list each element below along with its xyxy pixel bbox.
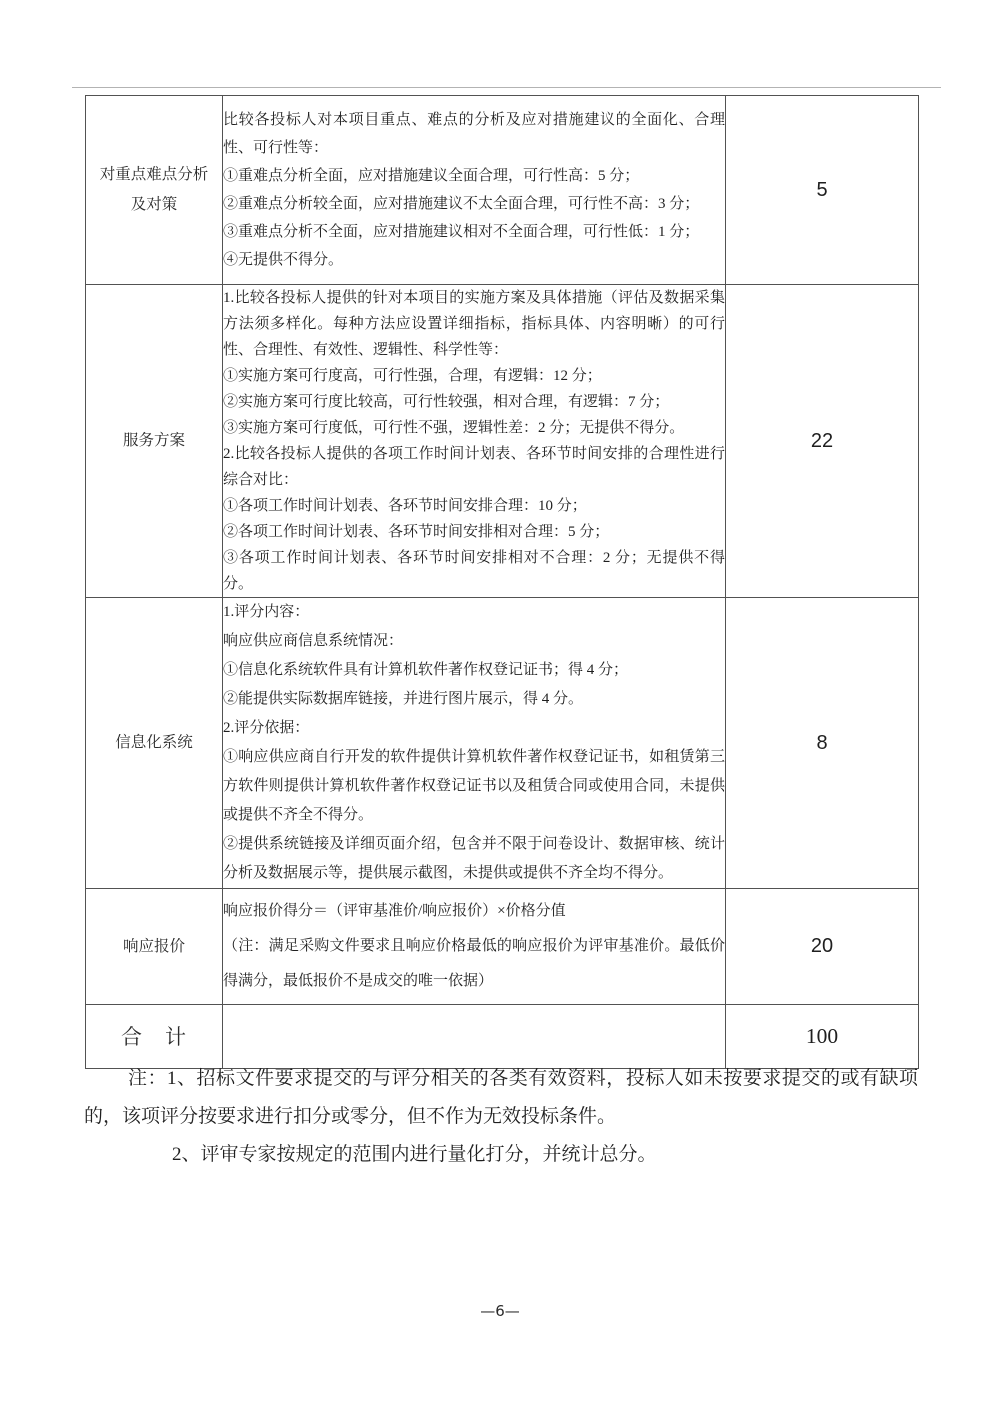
criterion-paragraph: ③实施方案可行度低，可行性不强，逻辑性差：2 分；无提供不得分。 bbox=[223, 420, 685, 436]
criterion-paragraph: ②能提供实际数据库链接，并进行图片展示，得 4 分。 bbox=[223, 691, 584, 707]
criterion-paragraph: ①重难点分析全面，应对措施建议全面合理，可行性高：5 分； bbox=[223, 168, 640, 184]
note-line-1: 注：1、招标文件要求提交的与评分相关的各类有效资料，投标人如未按要求提交的或有缺项的，该项评分按要求进行扣分或零分，但不作为无效投标条件。 bbox=[84, 1068, 918, 1127]
criterion-paragraph: ②提供系统链接及详细页面介绍，包含并不限于问卷设计、数据审核、统计分析及数据展示等，提供展示截图，未提供或提供不齐全均不得分。 bbox=[223, 836, 725, 881]
criterion-paragraph: ②各项工作时间计划表、各环节时间安排相对合理：5 分； bbox=[223, 524, 610, 540]
criterion-paragraph: ③重难点分析不全面，应对措施建议相对不全面合理，可行性低：1 分； bbox=[223, 224, 700, 240]
criterion-score-cell: 22 bbox=[726, 285, 919, 598]
criterion-paragraph: （注：满足采购文件要求且响应价格最低的响应报价为评审基准价。最低价得满分，最低报价不是成交的唯一依据） bbox=[223, 938, 725, 989]
criterion-paragraph: 2.评分依据： bbox=[223, 720, 310, 736]
notes-section bbox=[84, 1060, 918, 1174]
criterion-name-cell bbox=[86, 889, 223, 1005]
criterion-paragraph: ④无提供不得分。 bbox=[223, 252, 344, 268]
criterion-paragraph: 比较各投标人对本项目重点、难点的分析及应对措施建议的全面化、合理性、可行性等： bbox=[223, 112, 725, 156]
criterion-name-cell bbox=[86, 285, 223, 598]
criterion-paragraph: ①实施方案可行度高，可行性强，合理，有逻辑：12 分； bbox=[223, 368, 602, 384]
criterion-desc-cell bbox=[223, 889, 726, 1005]
total-row bbox=[86, 1005, 919, 1069]
criterion-paragraph: 响应供应商信息系统情况： bbox=[223, 633, 404, 649]
total-score-cell: 100 bbox=[726, 1005, 919, 1069]
criterion-score-cell: 20 bbox=[726, 889, 919, 1005]
table-row bbox=[86, 96, 919, 285]
table-row bbox=[86, 285, 919, 598]
criterion-paragraph: 1.比较各投标人提供的针对本项目的实施方案及具体措施（评估及数据采集方法须多样化。每种方法应设置详细指标，指标具体、内容明晰）的可行性、合理性、有效性、逻辑性、科学性等： bbox=[223, 290, 725, 358]
criterion-score-cell: 5 bbox=[726, 96, 919, 285]
total-empty-cell bbox=[223, 1005, 726, 1069]
criterion-name-line: 响应报价 bbox=[122, 937, 185, 955]
criterion-paragraph: 2.比较各投标人提供的各项工作时间计划表、各环节时间安排的合理性进行综合对比： bbox=[223, 446, 725, 488]
criterion-name-cell bbox=[86, 96, 223, 285]
page-number: —6— bbox=[480, 1302, 520, 1320]
criterion-paragraph: ①响应供应商自行开发的软件提供计算机软件著作权登记证书，如租赁第三方软件则提供计算机软件著作权登记证书以及租赁合同或使用合同，未提供或提供不齐全不得分。 bbox=[223, 749, 725, 823]
criterion-name-line: 信息化系统 bbox=[115, 734, 193, 751]
criterion-paragraph: ②重难点分析较全面，应对措施建议不太全面合理，可行性不高：3 分； bbox=[223, 196, 700, 212]
criterion-name-line: 及对策 bbox=[130, 196, 178, 213]
criterion-paragraph: ②实施方案可行度比较高，可行性较强，相对合理，有逻辑：7 分； bbox=[223, 394, 670, 410]
criterion-desc-cell bbox=[223, 285, 726, 598]
criterion-paragraph: ③各项工作时间计划表、各环节时间安排相对不合理：2 分；无提供不得分。 bbox=[223, 550, 725, 592]
criterion-paragraph: ①信息化系统软件具有计算机软件著作权登记证书；得 4 分； bbox=[223, 662, 629, 678]
total-label-cell: 合 计 bbox=[86, 1005, 223, 1069]
criterion-name-line: 服务方案 bbox=[122, 432, 185, 449]
note-line-2: 2、评审专家按规定的范围内进行量化打分，并统计总分。 bbox=[172, 1144, 657, 1165]
criterion-desc-cell bbox=[223, 96, 726, 285]
table-row bbox=[86, 889, 919, 1005]
evaluation-score-table bbox=[85, 95, 919, 1069]
page-top-rule bbox=[72, 87, 941, 88]
criterion-paragraph: 1.评分内容： bbox=[223, 604, 310, 620]
criterion-name-line: 对重点难点分析 bbox=[99, 166, 209, 183]
criterion-score-cell: 8 bbox=[726, 598, 919, 889]
table-row bbox=[86, 598, 919, 889]
criterion-name-cell bbox=[86, 598, 223, 889]
criterion-paragraph: 响应报价得分＝（评审基准价/响应报价）×价格分值 bbox=[223, 903, 566, 919]
criterion-paragraph: ①各项工作时间计划表、各环节时间安排合理：10 分； bbox=[223, 498, 587, 514]
criterion-desc-cell bbox=[223, 598, 726, 889]
